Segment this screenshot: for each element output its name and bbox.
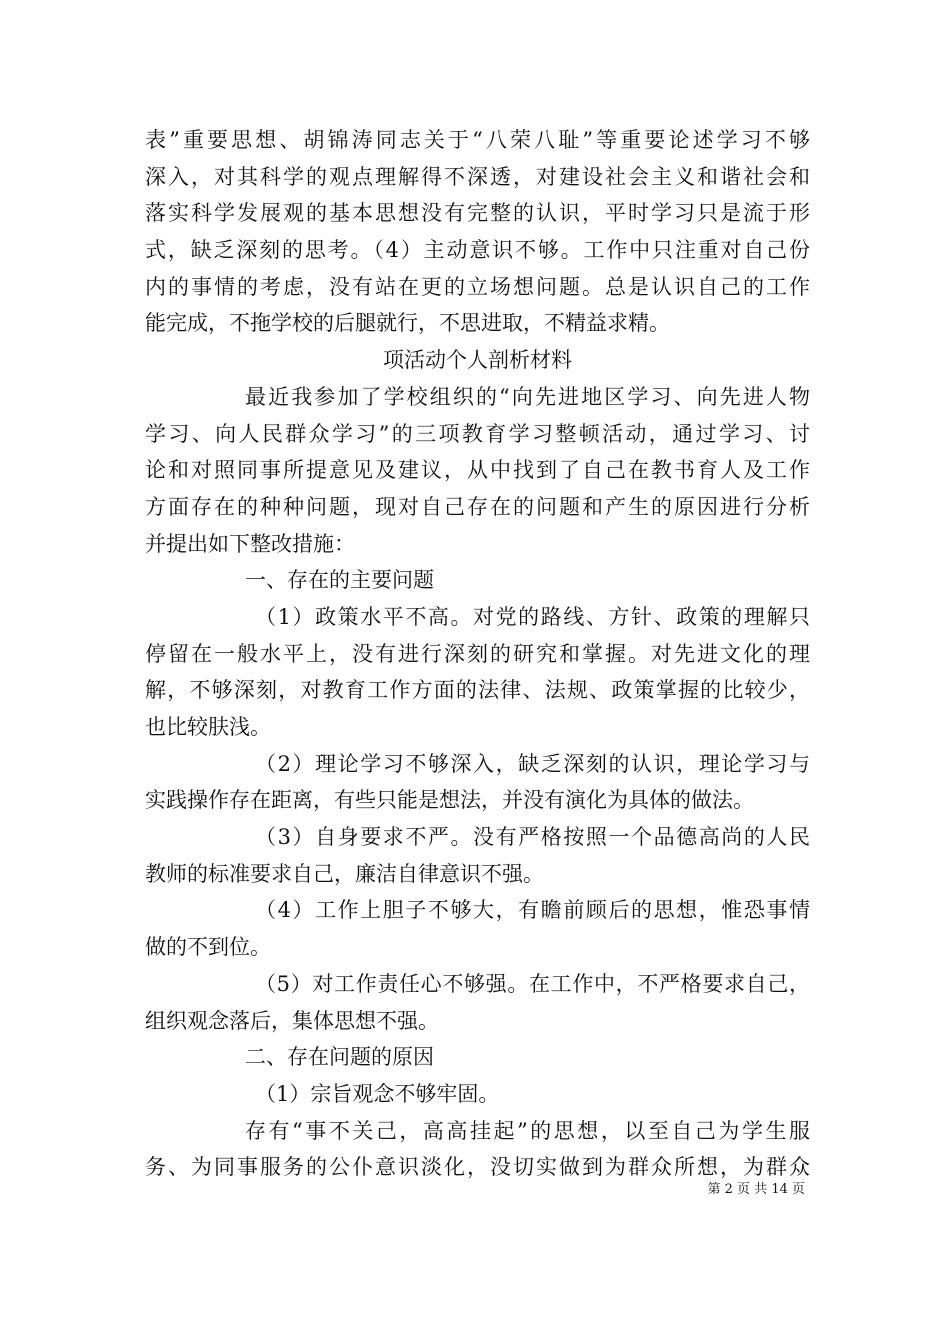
text-line: 存有“事不关己，高高挂起”的思想，以至自己为学生服 [245, 1118, 810, 1143]
text-line: 能完成，不拖学校的后腿就行，不思进取，不精益求精。 [145, 311, 670, 336]
text-line: 也比较肤浅。 [145, 715, 271, 739]
text-line: 最近我参加了学校组织的“向先进地区学习、向先进人物 [245, 384, 810, 409]
text-line: 内的事情的考虑，没有站在更的立场想问题。总是认识自己的工作 [145, 274, 810, 299]
text-line: （1）宗旨观念不够牢固。 [255, 1081, 500, 1106]
text-line: （1）政策水平不高。对党的路线、方针、政策的理解只 [255, 604, 810, 629]
text-line: 式，缺乏深刻的思考。（4）主动意识不够。工作中只注重对自己份 [145, 238, 810, 263]
page-number-footer: 第 2 页 共 14 页 [707, 1182, 805, 1197]
text-line: 教师的标准要求自己，廉洁自律意识不强。 [145, 861, 544, 886]
text-line: 并提出如下整改措施： [145, 531, 355, 556]
text-line: 解，不够深刻，对教育工作方面的法律、法规、政策掌握的比较少， [145, 678, 810, 703]
text-line: 方面存在的种种问题，现对自己存在的问题和产生的原因进行分析 [145, 494, 810, 519]
text-line: （3）自身要求不严。没有严格按照一个品德高尚的人民 [255, 825, 810, 850]
body-text [145, 122, 810, 1186]
section-heading: 二、存在问题的原因 [245, 1045, 434, 1070]
text-line: 落实科学发展观的基本思想没有完整的认识，平时学习只是流于形 [145, 201, 810, 226]
text-line: 深入，对其科学的观点理解得不深透，对建设社会主义和谐社会和 [145, 164, 810, 189]
text-line: （2）理论学习不够深入，缺乏深刻的认识，理论学习与 [255, 751, 810, 776]
section-heading: 一、存在的主要问题 [245, 568, 434, 593]
section-title: 项活动个人剖析材料 [383, 348, 572, 373]
text-line: 做的不到位。 [145, 935, 271, 960]
text-line: 论和对照同事所提意见及建议，从中找到了自己在教书育人及工作 [145, 458, 810, 483]
text-line: （5）对工作责任心不够强。在工作中，不严格要求自己， [255, 971, 810, 996]
text-line: 组织观念落后，集体思想不强。 [145, 1008, 439, 1033]
text-line: （4）工作上胆子不够大，有瞻前顾后的思想，惟恐事情 [255, 898, 810, 923]
text-line: 表”重要思想、胡锦涛同志关于“八荣八耻”等重要论述学习不够 [145, 128, 810, 152]
text-line: 学习、向人民群众学习”的三项教育学习整顿活动，通过学习、讨 [145, 421, 810, 446]
text-line: 停留在一般水平上，没有进行深刻的研究和掌握。对先进文化的理 [145, 641, 810, 666]
text-line: 实践操作存在距离，有些只能是想法，并没有演化为具体的做法。 [145, 788, 754, 813]
text-line: 务、为同事服务的公仆意识淡化，没切实做到为群众所想，为群众 [145, 1155, 810, 1180]
